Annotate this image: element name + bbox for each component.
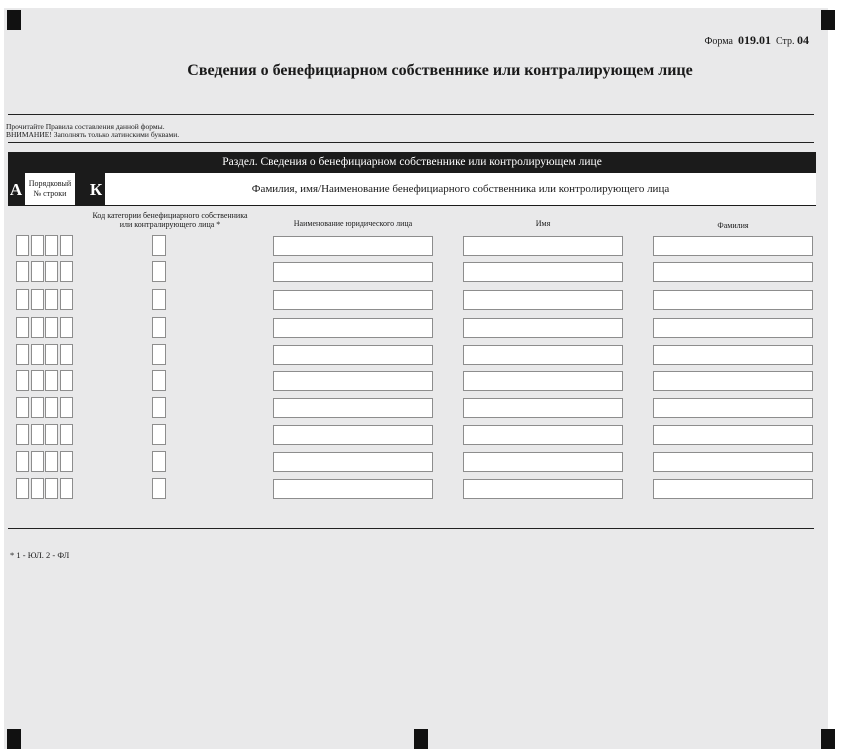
row-2-category-code-box[interactable]	[152, 261, 166, 282]
instructions	[6, 123, 179, 139]
row-5-last-name-field[interactable]	[653, 345, 813, 365]
row-3-legal-name-field[interactable]	[273, 290, 433, 310]
row-number-label-2: № строки	[33, 189, 67, 198]
row-6-number-digit-3[interactable]	[45, 370, 58, 391]
row-2-last-name-field[interactable]	[653, 262, 813, 282]
row-5-number-digit-3[interactable]	[45, 344, 58, 365]
row-6-last-name-field[interactable]	[653, 371, 813, 391]
row-number-label-1: Порядковый	[28, 179, 72, 188]
category-header-line-1: Код категории бенефициарного собственника	[92, 211, 248, 220]
registration-mark-bottom-left	[7, 729, 21, 749]
row-10-category-code-box[interactable]	[152, 478, 166, 499]
row-3-number-digit-2[interactable]	[31, 289, 44, 310]
row-9-last-name-field[interactable]	[653, 452, 813, 472]
row-10-number-digit-3[interactable]	[45, 478, 58, 499]
divider-top	[8, 114, 814, 115]
divider-notes	[8, 142, 814, 143]
row-1-number-digit-2[interactable]	[31, 235, 44, 256]
document-title: Сведения о бенефициарном собственнике или контралирующем лице	[187, 62, 693, 79]
row-7-number-digit-4[interactable]	[60, 397, 73, 418]
row-5-category-code-box[interactable]	[152, 344, 166, 365]
row-6-legal-name-field[interactable]	[273, 371, 433, 391]
row-7-number-digit-1[interactable]	[16, 397, 29, 418]
row-8-legal-name-field[interactable]	[273, 425, 433, 445]
category-header-line-2: или контралирующего лица *	[119, 220, 221, 229]
row-10-number-digit-4[interactable]	[60, 478, 73, 499]
section-title: Раздел. Сведения о бенефициарном собственнике или контролирующем лице	[8, 152, 816, 172]
form-identifier	[705, 33, 809, 48]
row-7-category-code-box[interactable]	[152, 397, 166, 418]
row-6-number-digit-4[interactable]	[60, 370, 73, 391]
row-3-number-digit-3[interactable]	[45, 289, 58, 310]
row-9-number-digit-1[interactable]	[16, 451, 29, 472]
row-4-number-digit-3[interactable]	[45, 317, 58, 338]
row-6-number-digit-2[interactable]	[31, 370, 44, 391]
first-name-column-header: Имя	[535, 219, 551, 228]
row-7-number-digit-3[interactable]	[45, 397, 58, 418]
row-9-first-name-field[interactable]	[463, 452, 623, 472]
tag-k: К	[89, 180, 103, 199]
form-label: Форма	[704, 36, 733, 47]
row-2-number-digit-3[interactable]	[45, 261, 58, 282]
page-number: 04	[797, 33, 809, 47]
name-header: Фамилия, имя/Наименование бенефициарного собственника или контролирующего лица	[105, 173, 816, 205]
registration-mark-top-right	[821, 10, 835, 30]
row-1-category-code-box[interactable]	[152, 235, 166, 256]
row-1-legal-name-field[interactable]	[273, 236, 433, 256]
row-4-number-digit-1[interactable]	[16, 317, 29, 338]
row-10-legal-name-field[interactable]	[273, 479, 433, 499]
instruction-read-rules: Прочитайте Правила составления данной формы.	[6, 122, 165, 131]
row-6-first-name-field[interactable]	[463, 371, 623, 391]
row-9-number-digit-4[interactable]	[60, 451, 73, 472]
row-4-number-digit-2[interactable]	[31, 317, 44, 338]
row-8-number-digit-1[interactable]	[16, 424, 29, 445]
row-5-legal-name-field[interactable]	[273, 345, 433, 365]
legal-name-column-header: Наименование юридического лица	[293, 219, 413, 228]
row-2-number-digit-2[interactable]	[31, 261, 44, 282]
row-1-first-name-field[interactable]	[463, 236, 623, 256]
last-name-column-header: Фамилия	[717, 221, 749, 230]
row-7-last-name-field[interactable]	[653, 398, 813, 418]
row-6-category-code-box[interactable]	[152, 370, 166, 391]
row-5-number-digit-2[interactable]	[31, 344, 44, 365]
instruction-latin-only: ВНИМАНИЕ! Заполнять только латинскими буквами.	[6, 130, 180, 139]
tag-a: А	[9, 180, 23, 199]
row-2-legal-name-field[interactable]	[273, 262, 433, 282]
form-code: 019.01	[737, 33, 771, 47]
row-1-number-digit-4[interactable]	[60, 235, 73, 256]
row-number-header	[25, 173, 75, 205]
row-4-category-code-box[interactable]	[152, 317, 166, 338]
row-6-number-digit-1[interactable]	[16, 370, 29, 391]
row-8-category-code-box[interactable]	[152, 424, 166, 445]
registration-mark-bottom-right	[821, 729, 835, 749]
category-column-header	[85, 211, 255, 229]
row-3-number-digit-1[interactable]	[16, 289, 29, 310]
row-1-number-digit-3[interactable]	[45, 235, 58, 256]
row-9-category-code-box[interactable]	[152, 451, 166, 472]
row-7-first-name-field[interactable]	[463, 398, 623, 418]
row-10-last-name-field[interactable]	[653, 479, 813, 499]
row-10-number-digit-2[interactable]	[31, 478, 44, 499]
divider-bottom	[8, 528, 814, 529]
row-3-first-name-field[interactable]	[463, 290, 623, 310]
row-9-number-digit-2[interactable]	[31, 451, 44, 472]
row-4-number-digit-4[interactable]	[60, 317, 73, 338]
row-10-first-name-field[interactable]	[463, 479, 623, 499]
row-8-number-digit-4[interactable]	[60, 424, 73, 445]
row-4-first-name-field[interactable]	[463, 318, 623, 338]
row-5-number-digit-4[interactable]	[60, 344, 73, 365]
row-5-first-name-field[interactable]	[463, 345, 623, 365]
row-4-last-name-field[interactable]	[653, 318, 813, 338]
row-4-legal-name-field[interactable]	[273, 318, 433, 338]
row-2-number-digit-1[interactable]	[16, 261, 29, 282]
row-8-last-name-field[interactable]	[653, 425, 813, 445]
row-9-number-digit-3[interactable]	[45, 451, 58, 472]
row-1-last-name-field[interactable]	[653, 236, 813, 256]
row-7-number-digit-2[interactable]	[31, 397, 44, 418]
row-2-first-name-field[interactable]	[463, 262, 623, 282]
registration-mark-top-left	[7, 10, 21, 30]
row-8-number-digit-3[interactable]	[45, 424, 58, 445]
footnote: * 1 - ЮЛ. 2 - ФЛ	[10, 550, 70, 560]
row-5-number-digit-1[interactable]	[16, 344, 29, 365]
row-3-last-name-field[interactable]	[653, 290, 813, 310]
row-2-number-digit-4[interactable]	[60, 261, 73, 282]
row-3-category-code-box[interactable]	[152, 289, 166, 310]
registration-mark-bottom-center	[414, 729, 428, 749]
row-7-legal-name-field[interactable]	[273, 398, 433, 418]
row-3-number-digit-4[interactable]	[60, 289, 73, 310]
row-10-number-digit-1[interactable]	[16, 478, 29, 499]
row-9-legal-name-field[interactable]	[273, 452, 433, 472]
page-label: Стр.	[775, 36, 795, 47]
row-1-number-digit-1[interactable]	[16, 235, 29, 256]
row-8-first-name-field[interactable]	[463, 425, 623, 445]
row-8-number-digit-2[interactable]	[31, 424, 44, 445]
